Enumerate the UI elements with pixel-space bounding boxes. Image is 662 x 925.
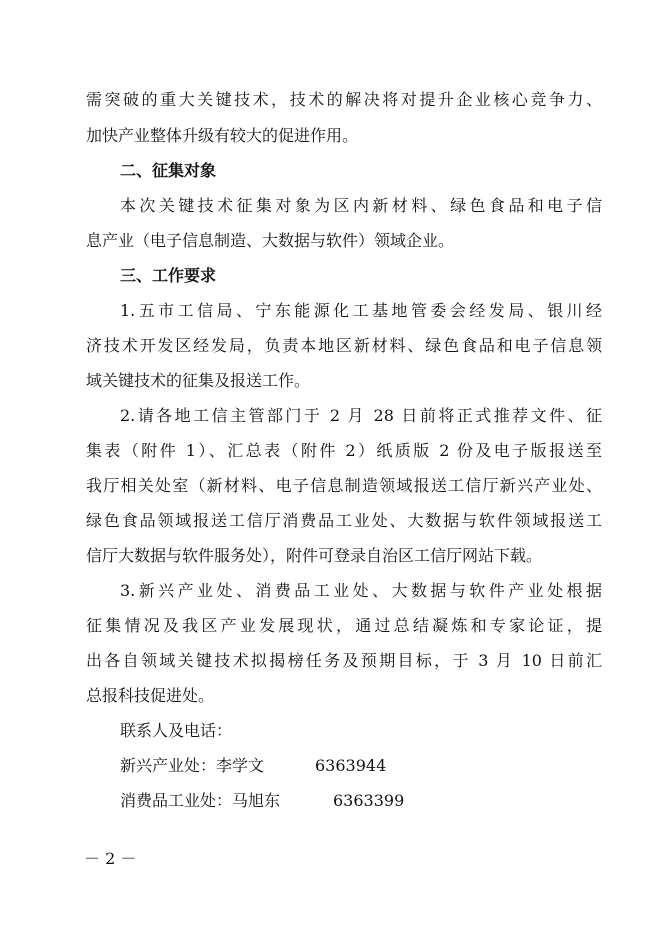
- paragraph-line: 总报科技促进处。: [86, 686, 215, 705]
- paragraph-line: 集表（附件 1）、汇总表（附件 2）纸质版 2 份及电子版报送至: [86, 441, 602, 460]
- section-heading: 二、征集对象: [120, 161, 217, 180]
- paragraph-line: 加快产业整体升级有较大的促进作用。: [86, 126, 359, 145]
- paragraph-line: 息产业（电子信息制造、大数据与软件）领域企业。: [86, 231, 455, 250]
- paragraph-line: 本次关键技术征集对象为区内新材料、绿色食品和电子信: [120, 196, 602, 215]
- page-number: － 2 －: [84, 849, 137, 868]
- paragraph-line: 1.五市工信局、宁东能源化工基地管委会经发局、银川经: [120, 301, 602, 320]
- paragraph-line: 3.新兴产业处、消费品工业处、大数据与软件产业处根据: [120, 581, 602, 600]
- paragraph-line: 我厅相关处室（新材料、电子信息制造领域报送工信厅新兴产业处、: [86, 476, 602, 495]
- contacts-label: 联系人及电话：: [120, 721, 233, 740]
- section-heading: 三、工作要求: [120, 266, 217, 285]
- paragraph-line: 济技术开发区经发局，负责本地区新材料、绿色食品和电子信息领: [86, 336, 602, 355]
- paragraph-line: 绿色食品领域报送工信厅消费品工业处、大数据与软件领域报送工: [86, 511, 602, 530]
- contact-phone: 6363944: [315, 756, 387, 775]
- paragraph-line: 需突破的重大关键技术，技术的解决将对提升企业核心竞争力、: [86, 90, 602, 109]
- paragraph-line: 域关键技术的征集及报送工作。: [86, 371, 311, 390]
- paragraph-line: 信厅大数据与软件服务处），附件可登录自治区工信厅网站下载。: [86, 546, 543, 565]
- paragraph-line: 出各自领域关键技术拟揭榜任务及预期目标，于 3 月 10 日前汇: [86, 651, 602, 670]
- contact-dept: 消费品工业处：马旭东: [120, 791, 281, 810]
- contact-dept: 新兴产业处：李学文: [120, 756, 265, 775]
- paragraph-line: 征集情况及我区产业发展现状，通过总结凝炼和专家论证，提: [86, 616, 602, 635]
- contact-phone: 6363399: [333, 791, 405, 810]
- paragraph-line: 2.请各地工信主管部门于 2 月 28 日前将正式推荐文件、征: [120, 406, 602, 425]
